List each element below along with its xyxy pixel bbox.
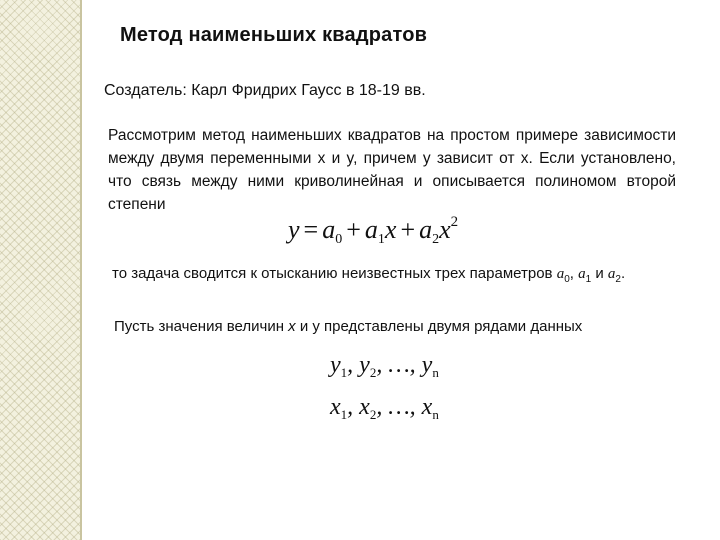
task-paragraph: то задача сводится к отысканию неизвестных трех параметров $a_0$, $a_1$ и $a_2$. — [112, 265, 626, 285]
stripe-divider — [80, 0, 82, 540]
series-y: $y_1$, $y_2$, …, $y_n$ — [330, 352, 439, 380]
author-line: Создатель: Карл Фридрих Гаусс в 18-19 вв. — [104, 82, 426, 99]
values-paragraph: Пусть значения величин x и y представлены двумя рядами данных — [114, 318, 583, 335]
intro-paragraph: Рассмотрим метод наименьших квадратов на простом примере зависимости между двумя переменными x и y, причем y зависит от x. Если установлено, что связь между ними криволинейная и описывается полиномом второй степени — [108, 127, 676, 213]
decorative-side-stripe — [0, 0, 80, 540]
series-x: $x_1$, $x_2$, …, $x_n$ — [330, 394, 439, 422]
slide-title: Метод наименьших квадратов — [120, 24, 428, 46]
polynomial-formula: $y = a_0 + a_1x + a_2x^2$ — [288, 214, 459, 247]
